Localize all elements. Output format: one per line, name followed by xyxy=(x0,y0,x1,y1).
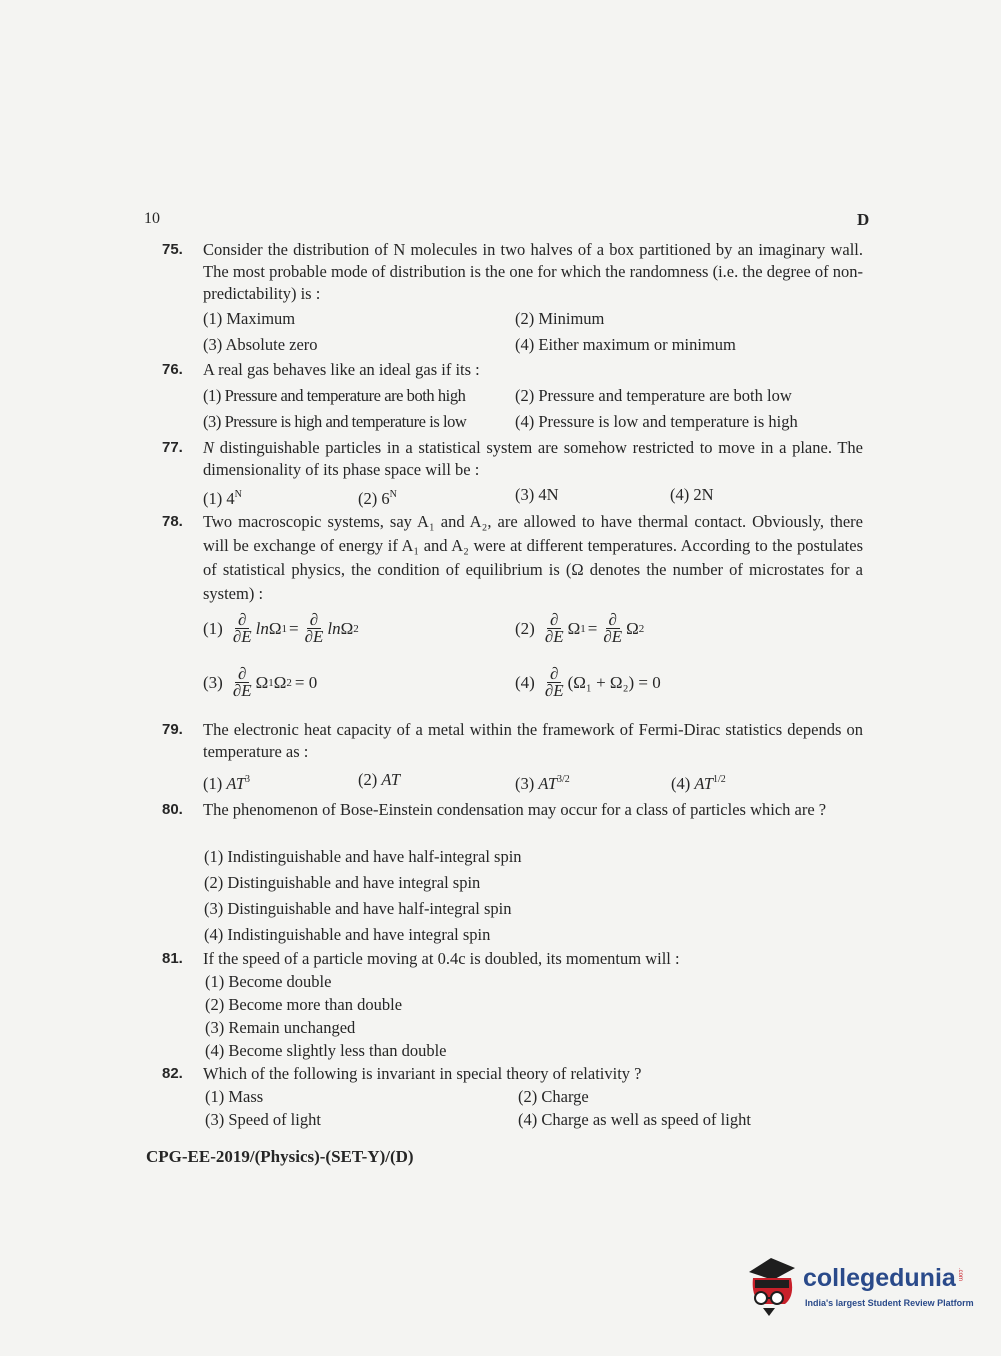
question-text: Which of the following is invariant in special theory of relativity ? xyxy=(203,1064,642,1083)
option-80-2: (2) Distinguishable and have integral spin xyxy=(204,873,481,892)
partial-fraction: $\frac{\partial}{\partial E}$ xyxy=(304,610,324,646)
question-text: Consider the distribution of N molecules in two halves of a box partitioned by an imaginary wall. The most probable mode of distribution is the one for which the randomness (i.e. the degree of non-predictability) is : xyxy=(203,240,863,303)
mascot-icon xyxy=(745,1250,803,1325)
option-82-4: (4) Charge as well as speed of light xyxy=(518,1110,751,1129)
option-78-4: (4) $\frac{\partial}{\partial E}$ (Ω₁ + Ω₂) = 0 xyxy=(515,664,661,700)
option-78-2: (2) $\frac{\partial}{\partial E}$ Ω 1 = $\frac{\partial}{\partial E}$ Ω 2 xyxy=(515,610,645,646)
option-76-2: (2) Pressure and temperature are both low xyxy=(515,386,792,405)
question-text: The phenomenon of Bose-Einstein condensation may occur for a class of particles which are ? xyxy=(203,800,827,819)
option-77-3: (3) 4N xyxy=(515,485,559,504)
question-number: 80. xyxy=(162,801,183,818)
collegedunia-logo xyxy=(745,1250,974,1325)
option-77-1: (1) $4^N$ xyxy=(203,489,242,508)
question-text: The electronic heat capacity of a metal within the framework of Fermi-Dirac statistics depends on temperature as : xyxy=(203,720,863,761)
option-76-3: (3) Pressure is high and temperature is low xyxy=(203,412,467,431)
variable-n: N xyxy=(203,438,215,457)
option-79-2: (2) AT xyxy=(358,770,401,789)
set-letter: D xyxy=(857,210,870,229)
question-number: 75. xyxy=(162,241,183,258)
partial-fraction: $\frac{\partial}{\partial E}$ xyxy=(603,610,623,646)
partial-fraction: $\frac{\partial}{\partial E}$ xyxy=(232,610,252,646)
option-80-4: (4) Indistinguishable and have integral spin xyxy=(204,925,491,944)
option-77-2: (2) $6^N$ xyxy=(358,489,397,508)
option-76-1: (1) Pressure and temperature are both high xyxy=(203,386,466,405)
option-80-3: (3) Distinguishable and have half-integral spin xyxy=(204,899,512,918)
option-79-3: (3) $AT^{3/2}$ xyxy=(515,774,570,793)
question-number: 78. xyxy=(162,513,183,530)
question-number: 81. xyxy=(162,950,183,967)
question-text: Two macroscopic systems, say A₁ and A₂, are allowed to have thermal contact. Obviously, there will be exchange of energy if A₁ and A₂ were at different temperatures. According to the postulates of statistical physics, the condition of equilibrium is (Ω denotes the number of microstates for a system) : xyxy=(203,512,863,603)
option-78-1: (1) $\frac{\partial}{\partial E}$ ln Ω 1 = $\frac{\partial}{\partial E}$ ln Ω 2 xyxy=(203,610,359,646)
brand-name: collegedunia xyxy=(803,1264,956,1292)
option-82-3: (3) Speed of light xyxy=(205,1110,321,1129)
question-number: 76. xyxy=(162,361,183,378)
option-76-4: (4) Pressure is low and temperature is high xyxy=(515,412,798,431)
option-75-4: (4) Either maximum or minimum xyxy=(515,335,736,354)
partial-fraction: $\frac{\partial}{\partial E}$ xyxy=(544,610,564,646)
brand-tagline: India's largest Student Review Platform xyxy=(805,1298,974,1308)
page-number: 10 xyxy=(144,210,160,227)
option-81-4: (4) Become slightly less than double xyxy=(205,1041,447,1060)
question-text-body: distinguishable particles in a statistical system are somehow restricted to move in a plane. The dimensionality of its phase space will be : xyxy=(203,438,863,479)
option-75-3: (3) Absolute zero xyxy=(203,335,318,354)
question-number: 77. xyxy=(162,439,183,456)
option-82-2: (2) Charge xyxy=(518,1087,589,1106)
brand-com: .com xyxy=(957,1268,963,1282)
option-82-1: (1) Mass xyxy=(205,1087,264,1106)
footer-code: CPG-EE-2019/(Physics)-(SET-Y)/(D) xyxy=(146,1147,414,1166)
option-77-4: (4) 2N xyxy=(670,485,714,504)
question-text: A real gas behaves like an ideal gas if its : xyxy=(203,360,480,379)
question-number: 82. xyxy=(162,1065,183,1082)
option-81-2: (2) Become more than double xyxy=(205,995,403,1014)
option-78-3: (3) $\frac{\partial}{\partial E}$ Ω 1 Ω 2 = 0 xyxy=(203,664,318,700)
question-text xyxy=(203,437,863,481)
option-81-1: (1) Become double xyxy=(205,972,332,991)
option-79-1: (1) $AT^3$ xyxy=(203,774,251,793)
question-text: If the speed of a particle moving at 0.4c is doubled, its momentum will : xyxy=(203,949,680,968)
option-79-4: (4) $AT^{1/2}$ xyxy=(671,774,726,793)
partial-fraction: $\frac{\partial}{\partial E}$ xyxy=(232,664,252,700)
option-81-3: (3) Remain unchanged xyxy=(205,1018,356,1037)
question-number: 79. xyxy=(162,721,183,738)
option-75-1: (1) Maximum xyxy=(203,309,296,328)
partial-fraction: $\frac{\partial}{\partial E}$ xyxy=(544,664,564,700)
option-80-1: (1) Indistinguishable and have half-integral spin xyxy=(204,847,522,866)
option-75-2: (2) Minimum xyxy=(515,309,605,328)
